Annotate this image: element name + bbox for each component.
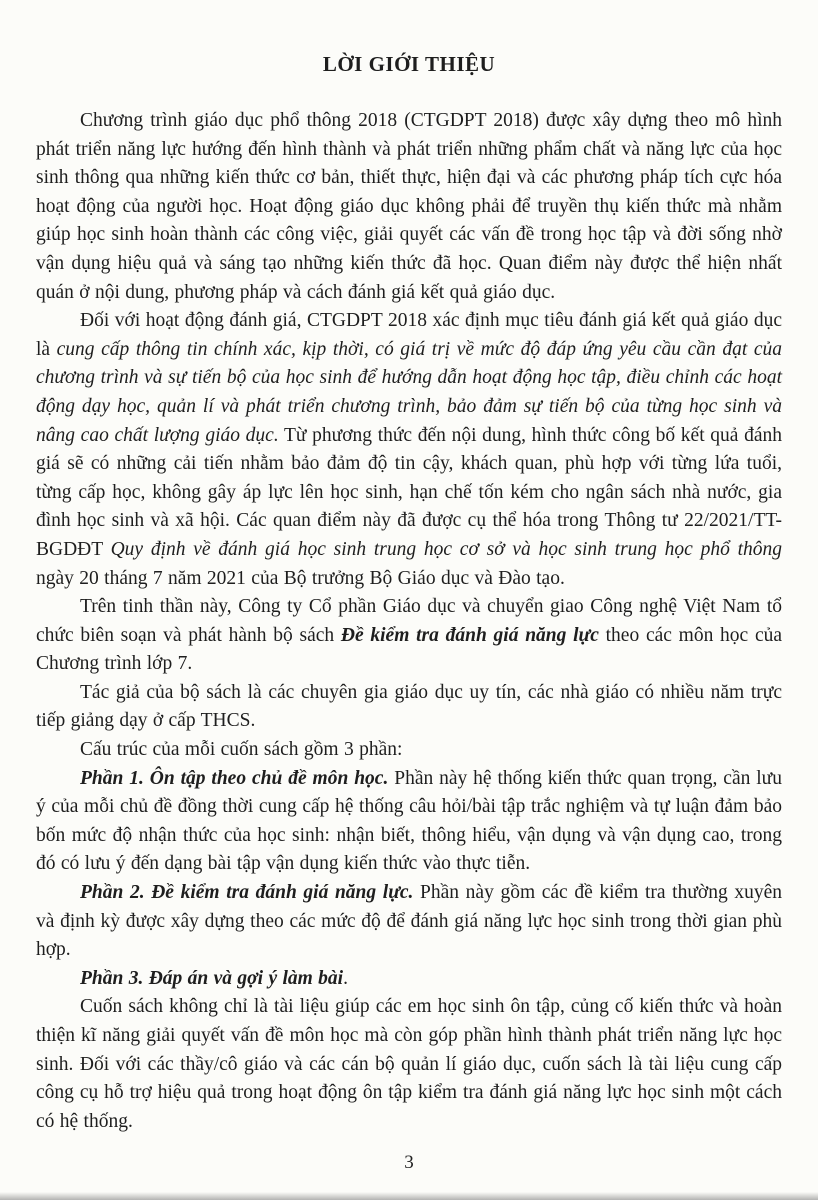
paragraph bbox=[36, 593, 782, 679]
text-run: Trên tinh thần này, Công ty Cổ phần Giáo dục và chuyển giao Công nghệ Việt Nam tổ chức biên soạn và phát hành bộ sách bbox=[36, 596, 782, 646]
paragraph bbox=[36, 107, 782, 307]
text-run: Đối với hoạt động đánh giá, CTGDPT 2018 xác định mục tiêu đánh giá kết quả giáo dục là bbox=[36, 310, 782, 360]
text-run: Cấu trúc của mỗi cuốn sách gồm 3 phần: bbox=[80, 739, 403, 761]
text-run: Phần này gồm các đề kiểm tra thường xuyên và định kỳ được xây dựng theo các mức độ để đánh giá năng lực học sinh trong thời gian phù hợp. bbox=[36, 882, 783, 961]
document-body bbox=[36, 107, 782, 1136]
text-run: Tác giả của bộ sách là các chuyên gia giáo dục uy tín, các nhà giáo có nhiều năm trực tiếp giảng dạy ở cấp THCS. bbox=[36, 681, 782, 732]
text-run: theo các môn học của Chương trình lớp 7. bbox=[36, 624, 783, 675]
paragraph bbox=[36, 765, 782, 879]
text-run: Phần này hệ thống kiến thức quan trọng, cần lưu ý của mỗi chủ đề đồng thời cung cấp hệ thống câu hỏi/bài tập trắc nghiệm và tự luận đảm bảo bốn mức độ nhận thức của học sinh: nhận biết, thông hiểu, vận dụng và vận dụng cao, trong đó có lưu ý đến dạng bài tập vận dụng kiến thức vào thực tiễn. bbox=[36, 767, 782, 875]
page-number: 3 bbox=[404, 1152, 414, 1173]
paragraph bbox=[36, 993, 782, 1136]
page-title: LỜI GIỚI THIỆU bbox=[322, 52, 496, 76]
paragraph bbox=[36, 679, 782, 736]
scan-bottom-edge bbox=[0, 1192, 818, 1200]
text-run: ngày 20 tháng 7 năm 2021 của Bộ trưởng Bộ Giáo dục và Đào tạo. bbox=[36, 567, 565, 589]
text-run: Đề kiểm tra đánh giá năng lực bbox=[340, 624, 599, 646]
paragraph bbox=[36, 879, 782, 965]
text-run: . bbox=[343, 967, 348, 989]
paragraph bbox=[36, 307, 782, 593]
paragraph bbox=[36, 736, 782, 765]
paragraph bbox=[36, 965, 782, 994]
text-run: cung cấp thông tin chính xác, kịp thời, có giá trị về mức độ đáp ứng yêu cầu cần đạt của chương trình và sự tiến bộ của học sinh để hướng dẫn hoạt động học tập, điều chỉnh các hoạt động dạy học, quản lí và phát triển chương trình, bảo đảm sự tiến bộ của từng học sinh và nâng cao chất lượng giáo dục. bbox=[36, 338, 782, 446]
text-run: Quy định về đánh giá học sinh trung học cơ sở và học sinh trung học phổ thông bbox=[110, 538, 783, 560]
text-run: Chương trình giáo dục phổ thông 2018 (CTGDPT 2018) được xây dựng theo mô hình phát triển năng lực hướng đến hình thành và phát triển những phẩm chất và năng lực của học sinh thông qua những kiến thức cơ bản, thiết thực, hiện đại và các phương pháp tích cực hóa hoạt động của người học. Hoạt động giáo dục không phải để truyền thụ kiến thức mà nhằm giúp học sinh hoàn thành các công việc, giải quyết các vấn đề trong học tập và đời sống nhờ vận dụng hiệu quả và sáng tạo những kiến thức đã học. Quan điểm này được thể hiện nhất quán ở nội dung, phương pháp và cách đánh giá kết quả giáo dục. bbox=[36, 110, 782, 303]
text-run: Từ phương thức đến nội dung, hình thức công bố kết quả đánh giá sẽ có những cải tiến nhằm bảo đảm độ tin cậy, khách quan, phù hợp với từng lứa tuổi, từng cấp học, không gây áp lực lên học sinh, hạn chế tốn kém cho ngân sách nhà nước, gia đình học sinh và xã hội. Các quan điểm này đã được cụ thể hóa trong Thông tư 22/2021/TT-BGDĐT bbox=[36, 424, 782, 560]
text-run: Phần 2. Đề kiểm tra đánh giá năng lực. bbox=[80, 882, 414, 904]
text-run: Phần 3. Đáp án và gợi ý làm bài bbox=[80, 967, 344, 989]
text-run: Phần 1. Ôn tập theo chủ đề môn học. bbox=[80, 767, 389, 789]
text-run: Cuốn sách không chỉ là tài liệu giúp các em học sinh ôn tập, củng cố kiến thức và hoàn thiện kĩ năng giải quyết vấn đề môn học mà còn góp phần hình thành phát triển năng lực học sinh. Đối với các thầy/cô giáo và các cán bộ quản lí giáo dục, cuốn sách là tài liệu cung cấp công cụ hỗ trợ hiệu quả trong hoạt động ôn tập kiểm tra đánh giá năng lực học sinh một cách có hệ thống. bbox=[36, 996, 782, 1132]
